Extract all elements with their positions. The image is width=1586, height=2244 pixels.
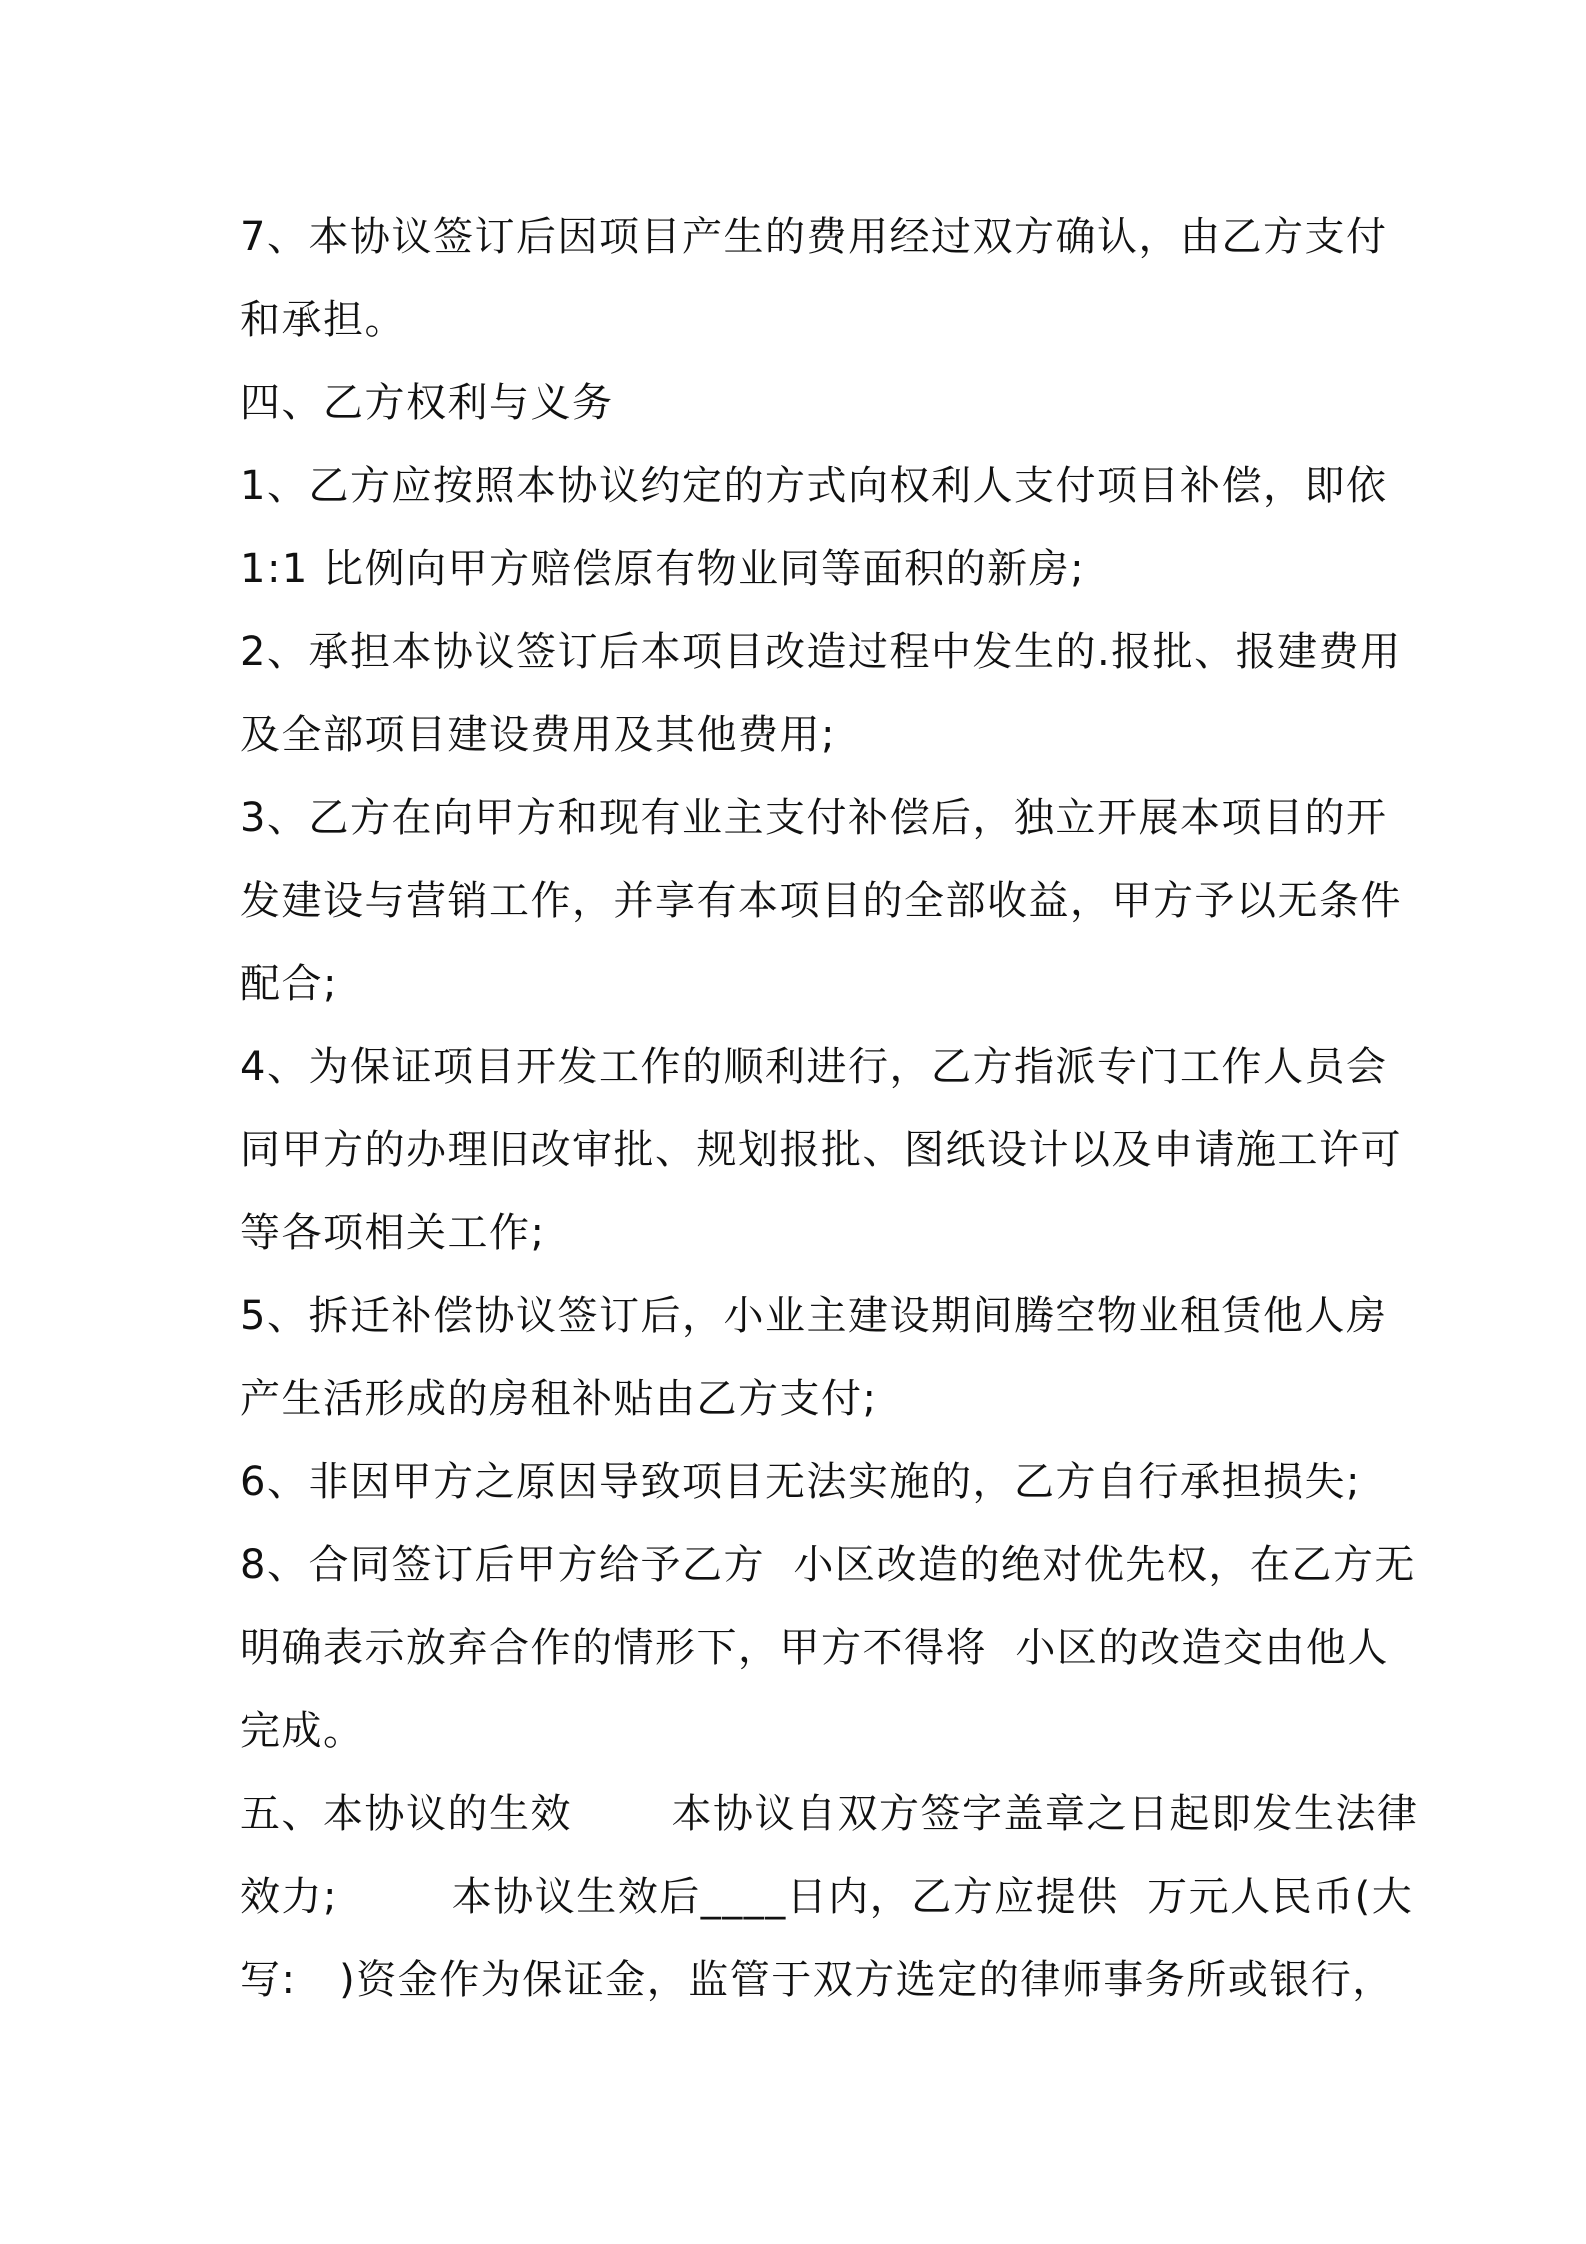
text-line: 和承担。 [240, 297, 406, 343]
text-line: 明确表示放弃合作的情形下，甲方不得将 小区的改造交由他人 [240, 1625, 1389, 1671]
text-line: 等各项相关工作; [240, 1210, 546, 1256]
text-line: 写: )资金作为保证金，监管于双方选定的律师事务所或银行， [240, 1957, 1394, 2003]
text-line: 完成。 [240, 1708, 365, 1754]
text-line: 5、拆迁补偿协议签订后，小业主建设期间腾空物业租赁他人房 [240, 1293, 1388, 1339]
text-line: 及全部项目建设费用及其他费用; [240, 712, 836, 758]
text-line: 同甲方的办理旧改审批、规划报批、图纸设计以及申请施工许可 [240, 1127, 1402, 1173]
text-line: 配合; [240, 961, 338, 1007]
section-heading: 五、本协议的生效 本协议自双方签字盖章之日起即发生法律 [240, 1791, 1419, 1837]
text-line: 产生活形成的房租补贴由乙方支付; [240, 1376, 878, 1422]
text-line: 1:1 比例向甲方赔偿原有物业同等面积的新房; [240, 546, 1086, 592]
text-line: 6、非因甲方之原因导致项目无法实施的，乙方自行承担损失; [240, 1459, 1361, 1505]
section-heading: 四、乙方权利与义务 [240, 380, 614, 426]
text-line: 8、合同签订后甲方给予乙方 小区改造的绝对优先权，在乙方无 [240, 1542, 1416, 1588]
text-line: 效力; 本协议生效后____日内，乙方应提供 万元人民币(大 [240, 1874, 1414, 1920]
text-line: 4、为保证项目开发工作的顺利进行，乙方指派专门工作人员会 [240, 1044, 1388, 1090]
text-line: 2、承担本协议签订后本项目改造过程中发生的.报批、报建费用 [240, 629, 1402, 675]
text-line: 发建设与营销工作，并享有本项目的全部收益，甲方予以无条件 [240, 878, 1402, 924]
document-body [240, 196, 1419, 2022]
text-line: 1、乙方应按照本协议约定的方式向权利人支付项目补偿，即依 [240, 463, 1388, 509]
text-line: 7、本协议签订后因项目产生的费用经过双方确认，由乙方支付 [240, 214, 1388, 260]
text-line: 3、乙方在向甲方和现有业主支付补偿后，独立开展本项目的开 [240, 795, 1388, 841]
